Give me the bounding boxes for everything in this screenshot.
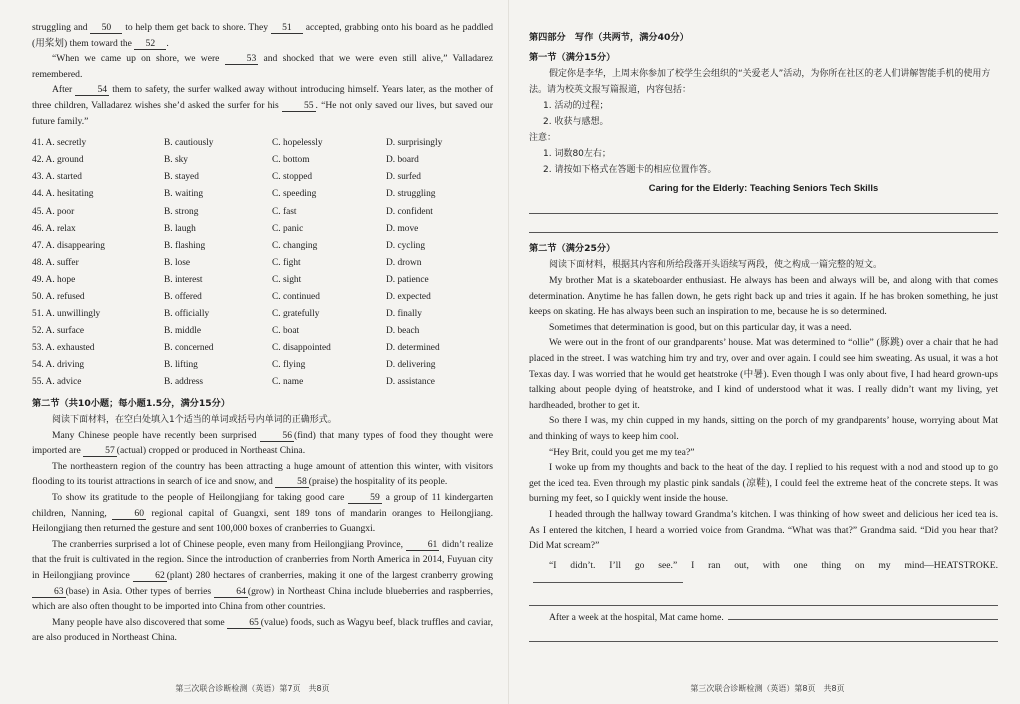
blank-55[interactable]: 55 <box>282 100 316 112</box>
section-title: 第一节（满分15分） <box>529 52 616 63</box>
option-row <box>32 238 493 255</box>
option-c[interactable]: C. disappointed <box>272 343 331 354</box>
option-d[interactable]: D. expected <box>386 292 431 302</box>
story-paragraph: “Hey Brit, could you get me my tea?” <box>549 446 695 458</box>
story-paragraph: Sometimes that determination is good, but on this particular day, it was a need. <box>549 321 852 333</box>
blank-64[interactable]: 64 <box>214 586 248 598</box>
option-c[interactable]: C. flying <box>272 360 306 371</box>
option-c[interactable]: C. sight <box>272 274 302 285</box>
option-b[interactable]: B. laugh <box>164 223 196 234</box>
option-a[interactable]: 42. A. ground <box>32 155 84 166</box>
option-a[interactable]: 51. A. unwillingly <box>32 309 101 320</box>
option-a[interactable]: 45. A. poor <box>32 206 75 217</box>
option-c[interactable]: C. name <box>272 377 304 388</box>
option-row <box>32 323 493 340</box>
option-b[interactable]: B. lifting <box>164 360 198 371</box>
option-row <box>32 169 493 186</box>
writing-prompt: 假定你是李华，上周末你参加了校学生会组织的“关爱老人”活动，为你所在社区的老人们讲解智能手机的使用方法。请为校英文报写篇报道，内容包括： <box>529 69 991 95</box>
option-row <box>32 186 493 203</box>
story-paragraph: I headed through the hallway toward Grandma’s kitchen. I was thinking of how sweet and delicious her iced tea is. As I entered the kitchen, I heard a worried voice from Grandma. “What was that?” Grandma said. “Did you hear that? Did Mat scream?” <box>529 508 998 552</box>
continuation-lead-2: After a week at the hospital, Mat came home. <box>529 610 998 626</box>
exam-page-7 <box>0 0 505 704</box>
option-a[interactable]: 54. A. driving <box>32 360 85 371</box>
option-b[interactable]: B. concerned <box>164 343 214 354</box>
options-table <box>32 135 493 391</box>
option-d[interactable]: D. surfed <box>386 172 421 183</box>
writing-line[interactable] <box>529 199 998 214</box>
story-paragraph: My brother Mat is a skateboarder enthusiast. He always has been and always will be, and along with that comes determination. Anytime he has fallen down, he gets right back up and tries it again. If he has broken something, he just keeps on skating. He has always been such an inspiration to me, because he is so determined. <box>529 275 998 318</box>
passage-paragraph: Many people have also discovered that some 65 (value) foods, such as Wagyu beef, black truffles and caviar, are also produced in Northeast China. <box>32 616 493 644</box>
option-b[interactable]: B. sky <box>164 155 188 166</box>
section-instruction: 阅读下面材料，根据其内容和所给段落开头语续写两段，使之构成一篇完整的短文。 <box>549 260 883 270</box>
option-row <box>32 357 493 374</box>
note-label: 注意： <box>529 133 557 143</box>
blank-65[interactable]: 65 <box>227 617 261 629</box>
story-paragraph: So there I was, my chin cupped in my hands, sitting on the porch of my grandparents’ house, worrying about Mat and thinking of ways to keep him cool. <box>529 415 998 442</box>
blank-51[interactable]: 51 <box>271 22 303 34</box>
option-d[interactable]: D. surprisingly <box>386 138 443 149</box>
option-d[interactable]: D. move <box>386 223 419 234</box>
option-b[interactable]: B. flashing <box>164 240 206 251</box>
story-paragraph: I woke up from my thoughts and back to the heat of the day. I replied to his request with a nod and stood up to go get the iced tea. Even through my plastic pink sandals (凉鞋), I could feel the extreme heat of the concrete steps. It was burning my feet, so I quickly went inside the house. <box>529 462 998 505</box>
passage-paragraph: The northeastern region of the country has been attracting a huge amount of attention this winter, with visitors flooding to its tourist attractions in search of ice and snow, and 58 (praise) the hospitality of its people. <box>32 460 493 488</box>
writing-line[interactable] <box>529 591 998 606</box>
note-item: 2. 请按如下格式在答题卡的相应位置作答。 <box>543 165 717 175</box>
option-row <box>32 272 493 289</box>
option-a[interactable]: 49. A. hope <box>32 274 76 285</box>
option-c[interactable]: C. hopelessly <box>272 138 323 149</box>
passage-paragraph: Many Chinese people have recently been surprised 56 (find) that many types of food they thought were imported are 57 (actual) cropped or produced in Northeast China. <box>32 429 493 457</box>
continuation-lead-1: “I didn’t. I’ll go see.” I ran out, with one thing on my mind—HEATSTROKE. <box>529 558 998 589</box>
option-b[interactable]: B. strong <box>164 206 199 217</box>
passage-paragraph: The cranberries surprised a lot of Chinese people, even many from Heilongjiang Province, 61 didn’t realize that the fruit is cultivated in the region. Since the introduction of cranberries from North America in 2014, Fuyuan city in Heilongjiang province 62 (plant) 280 hectares of cranberries, making it one of the largest cranberry growing 63 (base) in Asia. Other types of berries 64 (grow) in Northeast China include blueberries and raspberries, which are also often thought to be imported into China from other countries. <box>32 538 493 613</box>
blank-50[interactable]: 50 <box>90 22 122 34</box>
option-d[interactable]: D. assistance <box>386 377 435 388</box>
option-a[interactable]: 53. A. exhausted <box>32 343 95 354</box>
option-a[interactable]: 46. A. relax <box>32 223 76 234</box>
writing-line[interactable] <box>728 619 998 620</box>
section-title: 第二节（满分25分） <box>529 243 616 254</box>
blank-60[interactable]: 60 <box>112 508 146 520</box>
option-row <box>32 289 493 306</box>
exam-page-8 <box>515 0 1020 704</box>
option-c[interactable]: C. boat <box>272 326 300 337</box>
option-b[interactable]: B. waiting <box>164 189 204 200</box>
prompt-item: 1. 活动的过程； <box>543 101 609 111</box>
page-footer: 第三次联合诊断检测（英语）第8页 共8页 <box>690 684 845 693</box>
option-row <box>32 135 493 152</box>
blank-59[interactable]: 59 <box>348 492 382 504</box>
option-d[interactable]: D. finally <box>386 309 422 320</box>
option-c[interactable]: C. panic <box>272 223 304 234</box>
option-row <box>32 306 493 323</box>
option-a[interactable]: 55. A. advice <box>32 377 82 388</box>
blank-53[interactable]: 53 <box>225 53 259 65</box>
blank-62[interactable]: 62 <box>133 570 167 582</box>
option-c[interactable]: C. speeding <box>272 189 317 200</box>
option-row <box>32 340 493 357</box>
option-row <box>32 204 493 221</box>
blank-61[interactable]: 61 <box>406 539 440 551</box>
option-a[interactable]: 44. A. hesitating <box>32 189 94 200</box>
option-c[interactable]: C. continued <box>272 292 320 302</box>
option-a[interactable]: 52. A. surface <box>32 326 85 337</box>
essay-title: Caring for the Elderly: Teaching Seniors Tech Skills <box>648 182 879 193</box>
option-b[interactable]: B. offered <box>164 292 202 302</box>
writing-line[interactable] <box>529 627 998 642</box>
section-instruction: 阅读下面材料，在空白处填入1个适当的单词或括号内单词的正确形式。 <box>52 414 337 425</box>
blank-58[interactable]: 58 <box>275 476 309 488</box>
passage-paragraph: After 54 them to safety, the surfer walked away without introducing himself. Years later, as the mother of three children, Valladarez wishes she’d asked the surfer for his 55 . “He not only saved our lives, but saved our future family.” <box>32 84 494 127</box>
option-b[interactable]: B. lose <box>164 257 191 268</box>
option-d[interactable]: D. confident <box>386 206 433 217</box>
option-b[interactable]: B. interest <box>164 274 203 285</box>
blank-57[interactable]: 57 <box>83 445 117 457</box>
passage-paragraph: To show its gratitude to the people of Heilongjiang for taking good care 59 a group of 11 kindergarten children, Nanning, 60 regional capital of Guangxi, sent 189 tons of mandarin oranges to Heilongjiang. Heilongjiang then returned the gesture and sent 100,000 boxes of cranberries to Guangxi. <box>32 491 493 535</box>
writing-line[interactable] <box>533 582 683 583</box>
option-row <box>32 221 493 238</box>
option-b[interactable]: B. address <box>164 377 204 388</box>
option-a[interactable]: 50. A. refused <box>32 292 85 302</box>
blank-54[interactable]: 54 <box>75 84 109 96</box>
page-divider <box>508 0 509 704</box>
part-title: 第四部分 写作（共两节，满分40分） <box>529 32 689 43</box>
option-c[interactable]: C. bottom <box>272 155 310 166</box>
passage-paragraph: “When we came up on shore, we were 53 and shocked that we were even still alive,” Valladarez remembered. <box>32 53 493 80</box>
option-c[interactable]: C. fast <box>272 206 297 217</box>
option-c[interactable]: C. changing <box>272 240 318 251</box>
page-footer: 第三次联合诊断检测（英语）第7页 共8页 <box>175 684 330 693</box>
option-b[interactable]: B. cautiously <box>164 138 214 149</box>
option-d[interactable]: D. determined <box>386 343 440 354</box>
note-item: 1. 词数80左右； <box>543 149 611 159</box>
option-row <box>32 374 493 391</box>
option-row <box>32 255 493 272</box>
option-b[interactable]: B. middle <box>164 326 201 337</box>
passage-paragraph: struggling and 50 to help them get back to shore. They 51 accepted, grabbing onto his board as he paddled (用桨划) them toward the 52 . <box>32 22 493 49</box>
option-b[interactable]: B. officially <box>164 309 210 320</box>
option-d[interactable]: D. delivering <box>386 360 436 371</box>
option-d[interactable]: D. board <box>386 155 419 166</box>
option-c[interactable]: C. gratefully <box>272 309 320 320</box>
blank-52[interactable]: 52 <box>134 38 166 50</box>
option-b[interactable]: B. stayed <box>164 172 199 183</box>
option-d[interactable]: D. beach <box>386 326 420 337</box>
option-a[interactable]: 41. A. secretly <box>32 138 87 149</box>
option-a[interactable]: 48. A. suffer <box>32 257 79 268</box>
story-paragraph: We were out in the front of our grandparents’ house. Mat was determined to “ollie” (豚跳) over a chair that he had placed in the street. I was watching him try and try, over and over again. I could see him sweating. As usual, it was a hot Texas day. I was worried that he would get heatstroke (中暑). Even though I was only about five, I had heard grown-ups talking about people dying of heatstroke, and I kind of understood what it was. I really didn’t want my living, yet hardheaded, brother to get it. <box>529 337 998 411</box>
section-title: 第二节（共10小题；每小题1.5分，满分15分） <box>32 397 231 409</box>
writing-line[interactable] <box>529 218 998 233</box>
option-a[interactable]: 43. A. started <box>32 172 82 183</box>
option-row <box>32 152 493 169</box>
option-c[interactable]: C. fight <box>272 257 301 268</box>
prompt-item: 2. 收获与感想。 <box>543 117 609 127</box>
option-d[interactable]: D. struggling <box>386 189 436 200</box>
option-d[interactable]: D. cycling <box>386 240 426 251</box>
option-d[interactable]: D. drown <box>386 257 422 268</box>
blank-56[interactable]: 56 <box>260 430 294 442</box>
option-d[interactable]: D. patience <box>386 274 429 285</box>
option-a[interactable]: 47. A. disappearing <box>32 240 105 251</box>
blank-63[interactable]: 63 <box>32 586 66 598</box>
option-c[interactable]: C. stopped <box>272 172 313 183</box>
